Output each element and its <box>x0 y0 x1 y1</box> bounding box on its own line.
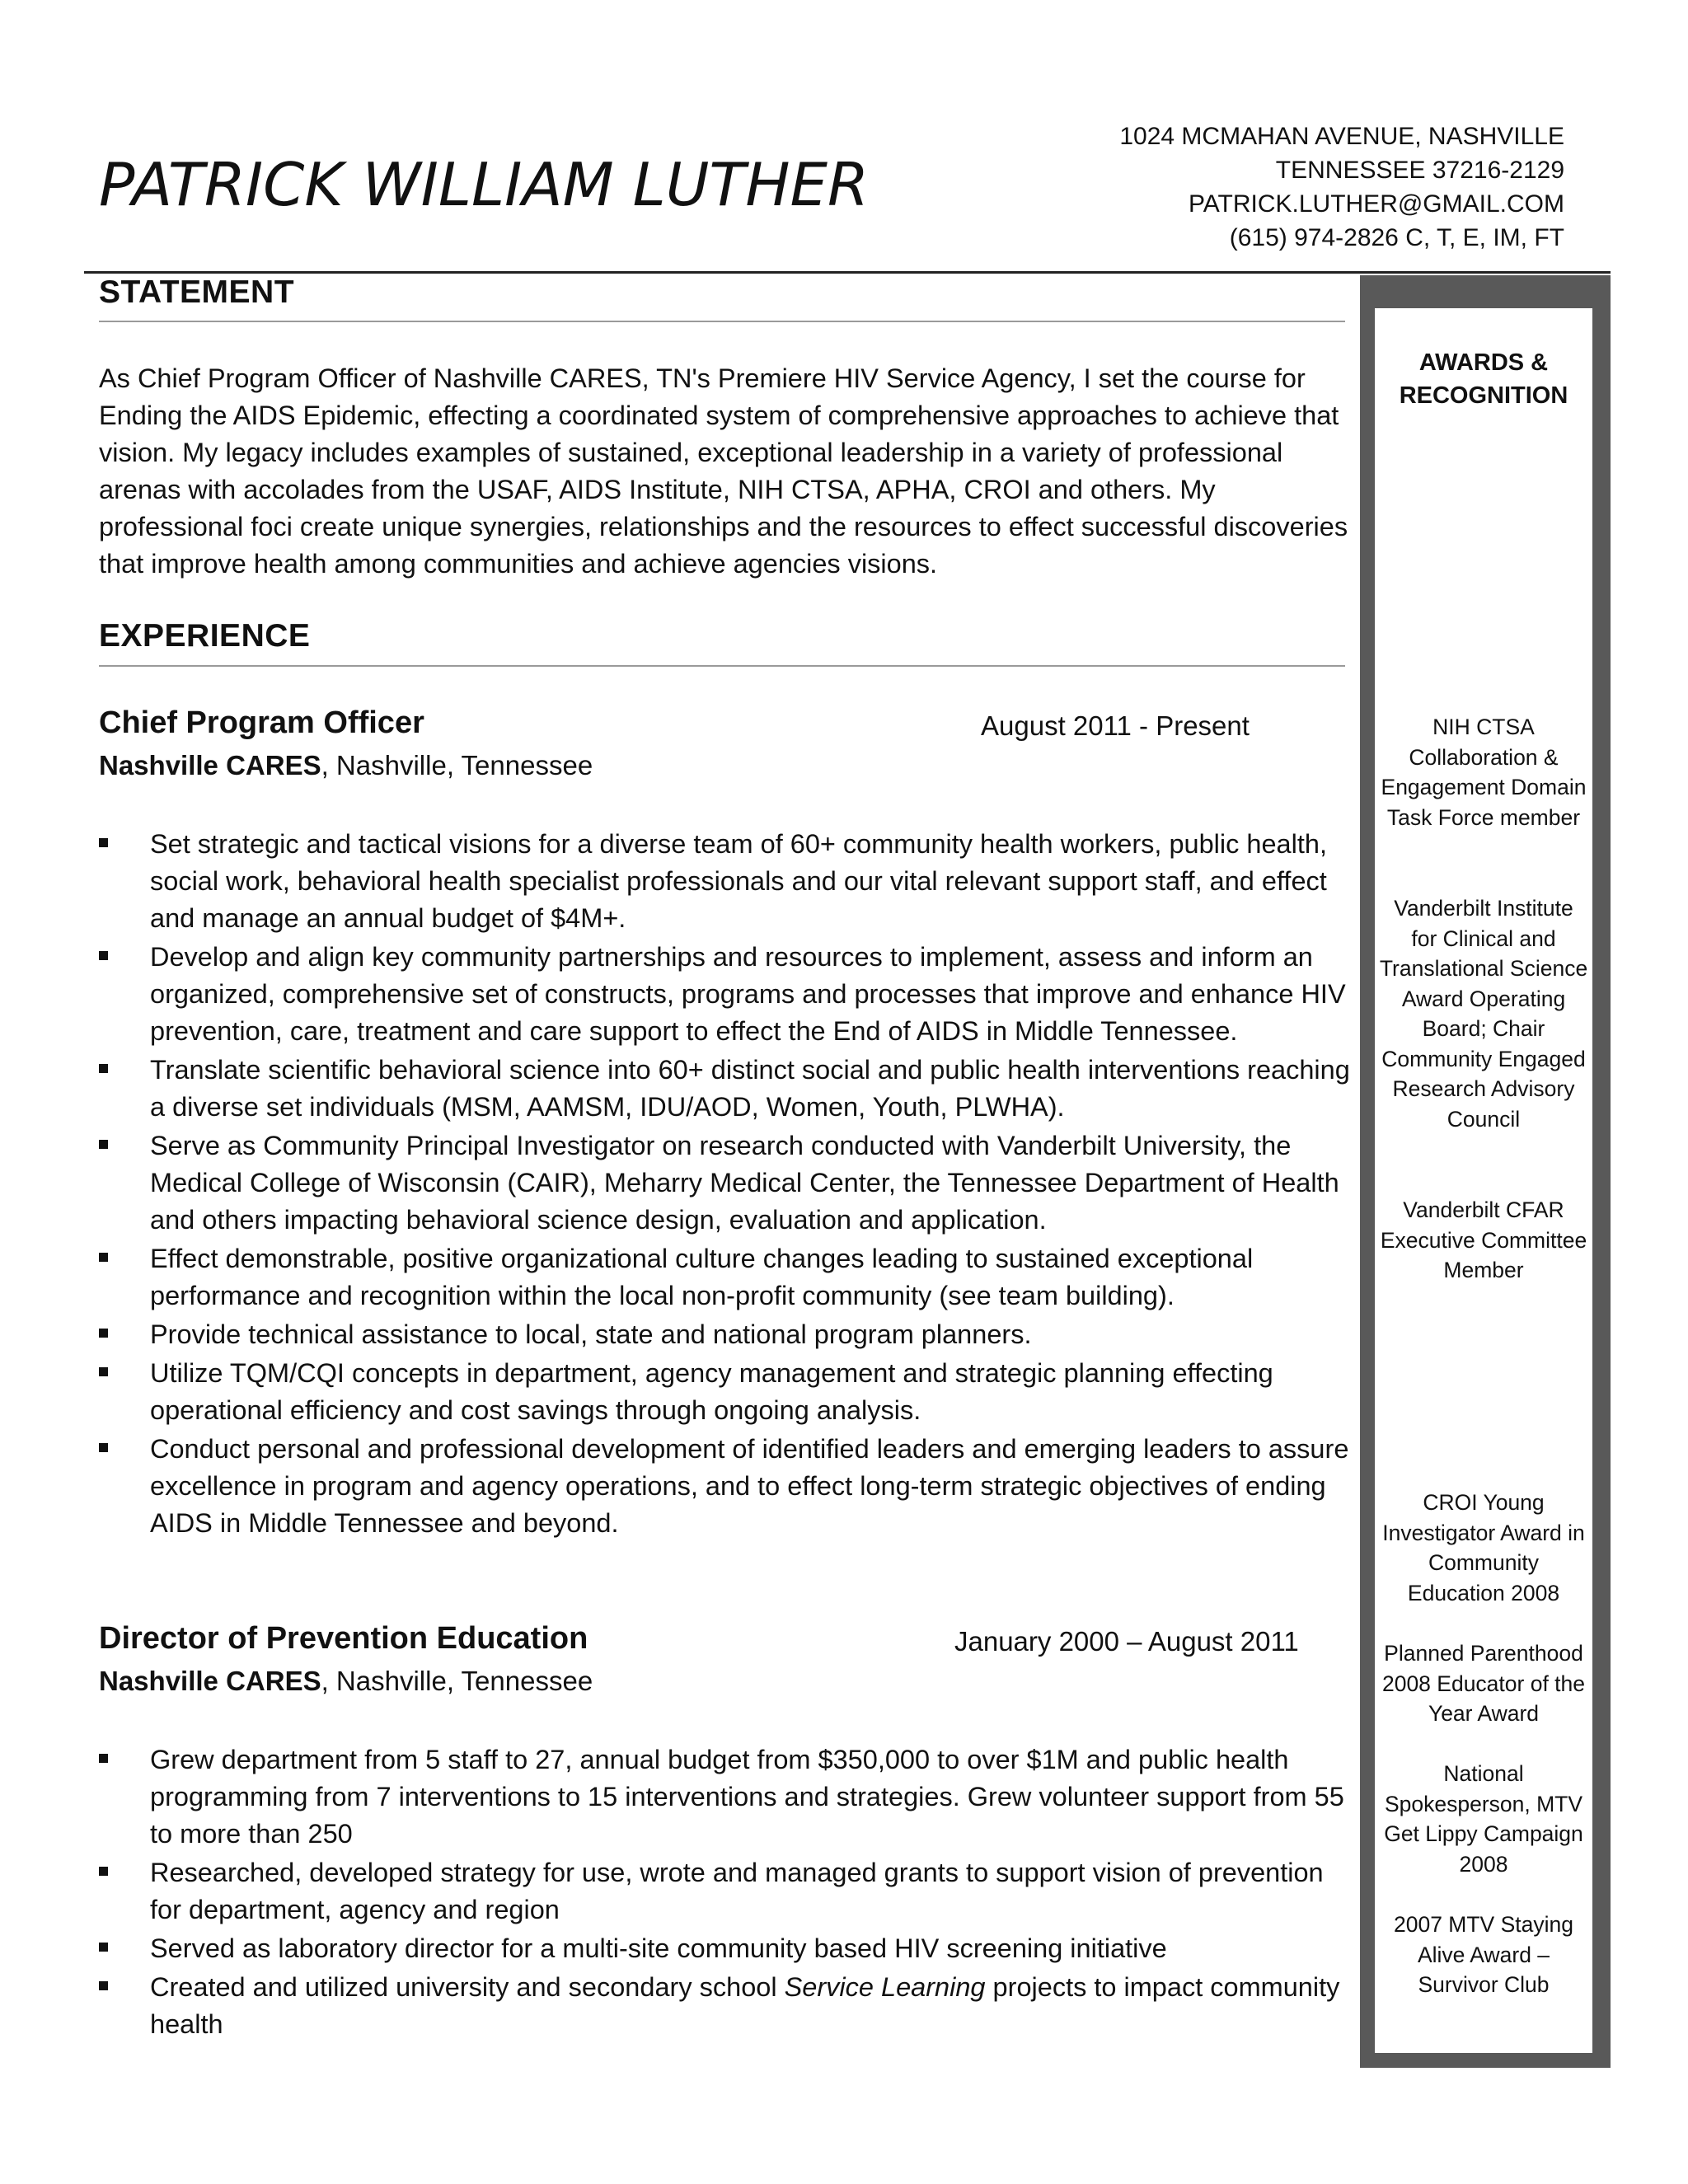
bullet-marker <box>99 1867 108 1876</box>
job-organization <box>99 1666 593 1697</box>
bullet-marker <box>99 1367 108 1376</box>
statement-divider <box>99 321 1345 322</box>
contact-block <box>1119 120 1564 255</box>
statement-heading: STATEMENT <box>99 274 295 310</box>
job-title: Chief Program Officer <box>99 705 424 740</box>
statement-text: As Chief Program Officer of Nashville CARES, TN's Premiere HIV Service Agency, I set the course for Ending the AIDS Epidemic, effecting a coordinated system of comprehensive approaches to achieve that vision. My legacy includes examples of sustained, exceptional leadership in a variety of professional arenas with accolades from the USAF, AIDS Institute, NIH CTSA, APHA, CROI and others. My professional foci create unique synergies, relationships and the resources to effect successful discoveries that improve health among communities and achieve agencies visions. <box>99 363 1348 579</box>
bullet-marker <box>99 1443 108 1452</box>
job-bullets <box>99 1741 1352 2045</box>
organization-name: Nashville CARES <box>99 750 321 780</box>
bullet-marker <box>99 1140 108 1149</box>
address-line-2: TENNESSEE 37216-2129 <box>1275 157 1564 184</box>
address-line-1: 1024 MCMAHAN AVENUE, NASHVILLE <box>1119 123 1564 150</box>
awards-panel <box>1375 308 1592 2053</box>
list-item: Conduct personal and professional development of identified leaders and emerging leaders to assure excellence in program and agency operations, and to effect long-term strategic objectives of ending AIDS in Middle Tennessee and beyond. <box>99 1431 1352 1542</box>
header-divider <box>84 271 1611 274</box>
bullet-marker <box>99 1943 108 1952</box>
bullet-marker <box>99 838 108 847</box>
experience-divider <box>99 665 1345 667</box>
candidate-name: PATRICK WILLIAM LUTHER <box>99 150 870 219</box>
bullet-marker <box>99 1754 108 1763</box>
awards-heading: AWARDS & RECOGNITION <box>1399 349 1568 409</box>
bullet-marker <box>99 1253 108 1262</box>
list-item: Served as laboratory director for a multi-site community based HIV screening initiative <box>99 1930 1352 1967</box>
phone-number: (615) 974-2826 C, T, E, IM, FT <box>1229 224 1564 251</box>
job-organization <box>99 750 593 781</box>
bullet-marker <box>99 1329 108 1338</box>
list-item: Develop and align key community partnerships and resources to implement, assess and inform an organized, comprehensive set of constructs, programs and processes that improve and enhance HIV prevention, care, treatment and care support to effect the End of AIDS in Middle Tennessee. <box>99 939 1352 1050</box>
list-item: Utilize TQM/CQI concepts in department, agency management and strategic planning effecting operational efficiency and cost savings through ongoing analysis. <box>99 1355 1352 1429</box>
list-item: Provide technical assistance to local, state and national program planners. <box>99 1316 1352 1353</box>
organization-name: Nashville CARES <box>99 1666 321 1696</box>
award-item: National Spokesperson, MTV Get Lippy Campaign 2008 <box>1384 1761 1583 1877</box>
job-dates: August 2011 - Present <box>981 710 1250 741</box>
award-item: CROI Young Investigator Award in Community Education 2008 <box>1382 1490 1585 1605</box>
list-item: Grew department from 5 staff to 27, annual budget from $350,000 to over $1M and public health programming from 7 interventions to 15 interventions and strategies. Grew volunteer support from 55 to more than 250 <box>99 1741 1352 1853</box>
job-bullets <box>99 826 1352 1544</box>
organization-location: , Nashville, Tennessee <box>321 1666 593 1696</box>
list-item: Created and utilized university and secondary school Service Learning projects to impact community health <box>99 1969 1352 2043</box>
award-item: NIH CTSA Collaboration & Engagement Domain Task Force member <box>1381 715 1587 830</box>
list-item: Serve as Community Principal Investigator on research conducted with Vanderbilt University, the Medical College of Wisconsin (CAIR), Meharry Medical Center, the Tennessee Department of Health and others impacting behavioral science design, evaluation and application. <box>99 1127 1352 1239</box>
italic-phrase: Service Learning <box>784 1972 986 2002</box>
bullet-marker <box>99 1064 108 1073</box>
job-title: Director of Prevention Education <box>99 1621 588 1656</box>
bullet-marker <box>99 1981 108 1990</box>
email-address: PATRICK.LUTHER@GMAIL.COM <box>1188 190 1564 218</box>
award-item: Vanderbilt CFAR Executive Committee Member <box>1380 1197 1587 1282</box>
list-item: Set strategic and tactical visions for a diverse team of 60+ community health workers, public health, social work, behavioral health specialist professionals and our vital relevant support staff, and effect and manage an annual budget of $4M+. <box>99 826 1352 937</box>
list-item: Effect demonstrable, positive organizational culture changes leading to sustained exceptional performance and recognition within the local non-profit community (see team building). <box>99 1240 1352 1315</box>
bullet-marker <box>99 951 108 960</box>
list-item: Translate scientific behavioral science into 60+ distinct social and public health interventions reaching a diverse set individuals (MSM, AAMSM, IDU/AOD, Women, Youth, PLWHA). <box>99 1052 1352 1126</box>
award-item: Planned Parenthood 2008 Educator of the Year Award <box>1381 1641 1586 1726</box>
award-item: Vanderbilt Institute for Clinical and Translational Science Award Operating Board; Chair Community Engaged Research Advisory Council <box>1379 896 1588 1132</box>
award-item: 2007 MTV Staying Alive Award – Survivor Club <box>1393 1912 1573 1997</box>
job-dates: January 2000 – August 2011 <box>954 1626 1299 1657</box>
list-item: Researched, developed strategy for use, wrote and managed grants to support vision of prevention for department, agency and region <box>99 1854 1352 1929</box>
awards-sidebar <box>1360 275 1611 2068</box>
organization-location: , Nashville, Tennessee <box>321 750 593 780</box>
experience-heading: EXPERIENCE <box>99 618 311 654</box>
